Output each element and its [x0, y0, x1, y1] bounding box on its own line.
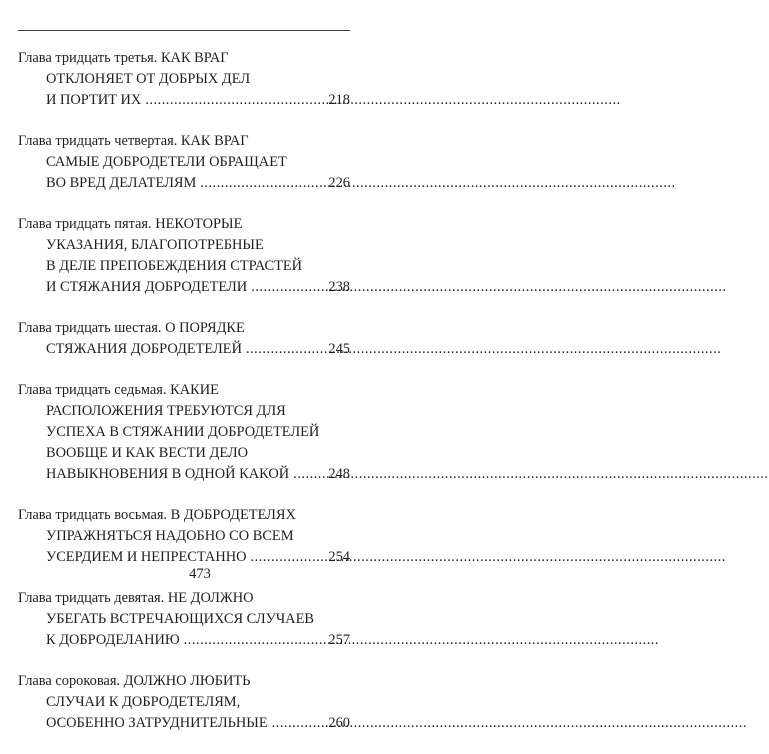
dot-leader — [200, 173, 327, 194]
toc-entry-text: К ДОБРОДЕЛАНИЮ — [46, 632, 180, 648]
toc-entry-line — [18, 90, 350, 111]
toc-entry-line — [18, 464, 350, 485]
toc-entry-heading-line: Глава тридцать седьмая. КАКИЕ — [18, 382, 219, 398]
toc-page-number: 257 — [328, 632, 350, 648]
toc-entry-heading-line: Глава тридцать третья. КАК ВРАГ — [18, 50, 229, 66]
toc-entry-line — [18, 713, 350, 734]
toc-entry-heading-line: Глава тридцать восьмая. В ДОБРОДЕТЕЛЯХ — [18, 507, 296, 523]
table-of-contents — [18, 48, 350, 754]
toc-entry-heading-line: Глава тридцать пятая. НЕКОТОРЫЕ — [18, 216, 243, 232]
toc-entry-text: ОСОБЕННО ЗАТРУДНИТЕЛЬНЫЕ — [46, 715, 268, 731]
toc-entry-text: ВО ВРЕД ДЕЛАТЕЛЯМ — [46, 175, 197, 191]
toc-entry — [18, 214, 350, 298]
toc-page-number: 218 — [328, 92, 350, 108]
toc-entry-line: В ДЕЛЕ ПРЕПОБЕЖДЕНИЯ СТРАСТЕЙ — [46, 258, 303, 274]
toc-page-number: 254 — [328, 549, 350, 565]
toc-entry-line — [18, 339, 350, 360]
toc-entry-line: УСПЕХА В СТЯЖАНИИ ДОБРОДЕТЕЛЕЙ — [46, 424, 320, 440]
toc-entry-line: УКАЗАНИЯ, БЛАГОПОТРЕБНЫЕ — [46, 237, 264, 253]
toc-entry-text: УСЕРДИЕМ И НЕПРЕСТАННО — [46, 549, 247, 565]
dot-leader — [184, 630, 328, 651]
toc-entry-line: САМЫЕ ДОБРОДЕТЕЛИ ОБРАЩАЕТ — [46, 154, 287, 170]
toc-page-number: 245 — [328, 341, 350, 357]
toc-entry-line: РАСПОЛОЖЕНИЯ ТРЕБУЮТСЯ ДЛЯ — [46, 403, 286, 419]
toc-entry-line: УПРАЖНЯТЬСЯ НАДОБНО СО ВСЕМ — [46, 528, 294, 544]
toc-page-number: 226 — [328, 175, 350, 191]
toc-entry-line — [18, 630, 350, 651]
toc-entry-text: НАВЫКНОВЕНИЯ В ОДНОЙ КАКОЙ — [46, 466, 290, 482]
dot-leader — [145, 90, 327, 111]
toc-entry-line — [18, 173, 350, 194]
toc-entry — [18, 318, 350, 360]
toc-entry-line: СЛУЧАИ К ДОБРОДЕТЕЛЯМ, — [46, 694, 241, 710]
toc-entry-line — [18, 277, 350, 298]
dot-leader — [293, 464, 327, 485]
top-rule — [18, 30, 350, 31]
toc-entry-text: И СТЯЖАНИЯ ДОБРОДЕТЕЛИ — [46, 279, 248, 295]
toc-entry-text: СТЯЖАНИЯ ДОБРОДЕТЕЛЕЙ — [46, 341, 242, 357]
toc-entry-heading-line: Глава сороковая. ДОЛЖНО ЛЮБИТЬ — [18, 673, 251, 689]
dot-leader — [251, 547, 328, 568]
toc-page-number: 248 — [328, 466, 350, 482]
toc-page-number: 238 — [328, 279, 350, 295]
page-number: 473 — [189, 566, 211, 582]
toc-entry-heading-line: Глава тридцать четвертая. КАК ВРАГ — [18, 133, 249, 149]
toc-entry — [18, 588, 350, 651]
toc-entry-line: ВООБЩЕ И КАК ВЕСТИ ДЕЛО — [46, 445, 249, 461]
toc-entry-line — [18, 547, 350, 568]
toc-entry — [18, 48, 350, 111]
toc-entry — [18, 671, 350, 734]
toc-entry-line: УБЕГАТЬ ВСТРЕЧАЮЩИХСЯ СЛУЧАЕВ — [46, 611, 314, 627]
toc-entry-line: ОТКЛОНЯЕТ ОТ ДОБРЫХ ДЕЛ — [46, 71, 251, 87]
toc-page-number: 260 — [328, 715, 350, 731]
toc-entry — [18, 131, 350, 194]
toc-entry-heading-line: Глава тридцать шестая. О ПОРЯДКЕ — [18, 320, 245, 336]
dot-leader — [272, 713, 328, 734]
toc-entry-text: И ПОРТИТ ИХ — [46, 92, 142, 108]
toc-entry — [18, 380, 350, 485]
dot-leader — [246, 339, 327, 360]
toc-entry — [18, 505, 350, 568]
toc-entry-heading-line: Глава тридцать девятая. НЕ ДОЛЖНО — [18, 590, 254, 606]
dot-leader — [251, 277, 327, 298]
